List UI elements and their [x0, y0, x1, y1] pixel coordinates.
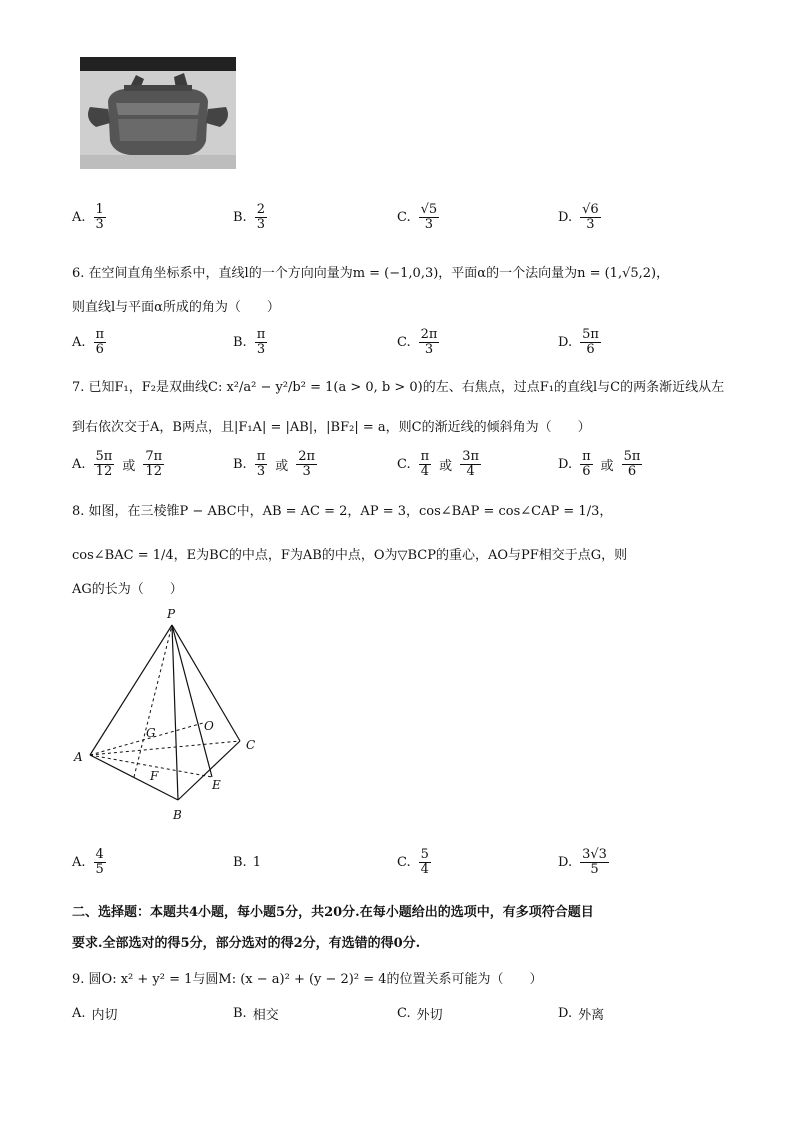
q6-option-d[interactable]: D. $\frac{5\pi}{6}$: [558, 326, 599, 357]
q8-option-d[interactable]: D. $\frac{3√3}{5}$: [558, 846, 607, 877]
q5-option-d[interactable]: D. $\frac{√6}{3}$: [558, 201, 599, 232]
q5-option-a[interactable]: A. $\frac{1}{3}$: [72, 201, 104, 232]
q6-option-a[interactable]: A. $\frac{\pi}{6}$: [72, 326, 105, 357]
edge-ab: [90, 755, 178, 800]
q9-options: [72, 993, 722, 1033]
fraction: $\frac{\pi}{3}$: [256, 448, 266, 479]
q8-stem-line2: cos∠BAC = 1/4，E为BC的中点，F为AB的中点，O为▽BCP的重心，AO与PF相交于点G，则: [72, 548, 628, 563]
section2-heading-line1: 二、选择题：本题共4小题，每小题5分，共20分.在每小题给出的选项中，有多项符合题目: [72, 905, 594, 920]
fraction: $\frac{1}{3}$: [95, 201, 104, 232]
fraction: $\frac{7\pi}{12}$: [145, 448, 163, 479]
q8-stem-line1: 8. 如图，在三棱锥P − ABC中，AB = AC = 2，AP = 3，cos∠BAP = cos∠CAP = 1/3，: [72, 504, 613, 519]
q7-option-c[interactable]: C. $\frac{\pi}{4}$ 或 $\frac{3\pi}{4}$: [397, 448, 480, 479]
q5-option-c[interactable]: C. $\frac{√5}{3}$: [397, 201, 438, 232]
label-g: G: [146, 726, 156, 740]
q9-option-d[interactable]: D. 外离: [558, 1005, 605, 1023]
segment-pf-dashed: [134, 625, 172, 777]
label-e: E: [212, 778, 221, 792]
label-a: A: [74, 750, 83, 764]
fraction: $\frac{\pi}{3}$: [256, 326, 266, 357]
fraction: $\frac{4}{5}$: [95, 846, 104, 877]
q5-option-b[interactable]: B. $\frac{2}{3}$: [233, 201, 265, 232]
label-b: B: [173, 808, 182, 822]
q9-option-a[interactable]: A. 内切: [72, 1005, 118, 1023]
edge-ac-dashed: [90, 741, 240, 755]
q6-option-c[interactable]: C. $\frac{2\pi}{3}$: [397, 326, 438, 357]
fraction: $\frac{√5}{3}$: [420, 201, 438, 232]
fraction: $\frac{5}{4}$: [420, 846, 429, 877]
q9-stem: 9. 圆O: x² + y² = 1与圆M: (x − a)² + (y − 2)² = 4的位置关系可能为（ ）: [72, 972, 543, 987]
bronze-vessel-photo: [80, 57, 236, 169]
fraction: $\frac{2}{3}$: [256, 201, 265, 232]
q8-option-c[interactable]: C. $\frac{5}{4}$: [397, 846, 429, 877]
q6-stem-line1: 6. 在空间直角坐标系中，直线l的一个方向向量为m = (−1,0,3)，平面α的一个法向量为n = (1,√5,2)，: [72, 266, 670, 281]
fraction: $\frac{\pi}{4}$: [420, 448, 430, 479]
q8-stem-line3: AG的长为（ ）: [72, 582, 183, 597]
label-f: F: [150, 769, 159, 783]
q9-option-b[interactable]: B. 相交: [233, 1005, 279, 1023]
fraction: $\frac{\pi}{6}$: [582, 448, 591, 479]
q7-option-b[interactable]: B. $\frac{\pi}{3}$ 或 $\frac{2\pi}{3}$: [233, 448, 316, 479]
fraction: $\frac{5\pi}{12}$: [95, 448, 113, 479]
q8-options: [72, 842, 722, 882]
fraction: $\frac{\pi}{6}$: [95, 326, 105, 357]
edge-pb: [172, 625, 178, 800]
q7-stem-line1: 7. 已知F₁，F₂是双曲线C: x²/a² − y²/b² = 1(a > 0, b > 0)的左、右焦点，过点F₁的直线l与C的两条渐近线从左: [72, 380, 725, 395]
tetrahedron-figure: [70, 605, 270, 830]
fraction: $\frac{5\pi}{6}$: [582, 326, 599, 357]
fraction: $\frac{√6}{3}$: [582, 201, 599, 232]
q6-stem-line2: 则直线l与平面α所成的角为（ ）: [72, 300, 280, 315]
label-c: C: [246, 738, 256, 752]
q7-option-d[interactable]: D. $\frac{\pi}{6}$ 或 $\frac{5\pi}{6}$: [558, 448, 641, 479]
label-p: P: [167, 607, 176, 621]
q6-option-b[interactable]: B. $\frac{\pi}{3}$: [233, 326, 266, 357]
q7-stem-line2: 到右依次交于A，B两点，且|F₁A| = |AB|，|BF₂| = a，则C的渐近线的倾斜角为（ ）: [72, 420, 591, 435]
q5-options: [72, 197, 722, 237]
q6-options: [72, 322, 722, 362]
q7-options: [72, 444, 722, 484]
fraction: $\frac{2\pi}{3}$: [420, 326, 438, 357]
label-o: O: [204, 719, 214, 733]
q8-option-b[interactable]: B. 1: [233, 854, 261, 870]
fraction: $\frac{5\pi}{6}$: [623, 448, 641, 479]
fraction: $\frac{3\pi}{4}$: [462, 448, 480, 479]
fraction: $\frac{2\pi}{3}$: [298, 448, 316, 479]
edge-pe: [172, 625, 212, 777]
edge-bc: [178, 741, 240, 800]
q7-option-a[interactable]: A. $\frac{5\pi}{12}$ 或 $\frac{7\pi}{12}$: [72, 448, 163, 479]
q8-option-a[interactable]: A. $\frac{4}{5}$: [72, 846, 104, 877]
q9-option-c[interactable]: C. 外切: [397, 1005, 443, 1023]
fraction: $\frac{3√3}{5}$: [582, 846, 607, 877]
section2-heading-line2: 要求.全部选对的得5分，部分选对的得2分，有选错的得0分.: [72, 936, 421, 951]
